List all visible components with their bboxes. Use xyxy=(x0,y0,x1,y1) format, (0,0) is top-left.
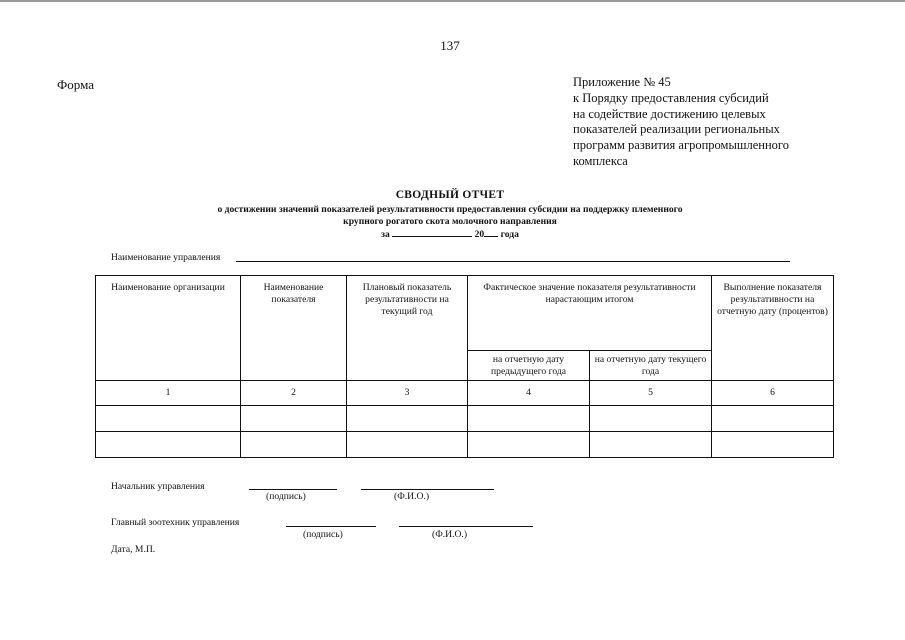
table-row xyxy=(96,432,834,458)
appendix-line: Приложение № 45 xyxy=(573,75,671,89)
table-cell xyxy=(468,406,590,432)
zootech-name-caption: (Ф.И.О.) xyxy=(432,529,468,540)
table-cell xyxy=(96,432,241,458)
appendix-line: на содействие достижению целевых xyxy=(573,106,766,121)
report-table xyxy=(95,275,834,458)
table-row xyxy=(96,406,834,432)
appendix-line: к Порядку предоставления субсидий xyxy=(573,90,769,105)
period-year-blank xyxy=(484,227,498,237)
header-fulfillment: Выполнение показателя результативности на отчетную дату (процентов) xyxy=(712,276,834,381)
zootech-name-line xyxy=(399,526,533,527)
head-signature-label: Начальник управления xyxy=(111,481,205,492)
table-cell xyxy=(347,406,468,432)
report-period xyxy=(150,227,750,241)
report-subtitle xyxy=(150,204,750,241)
column-number: 3 xyxy=(347,381,468,406)
management-blank-line xyxy=(236,261,790,262)
page-number: 137 xyxy=(440,38,460,53)
head-name-caption: (Ф.И.О.) xyxy=(394,491,430,502)
zootech-signature-label: Главный зоотехник управления xyxy=(111,517,240,528)
header-organization: Наименование организации xyxy=(96,276,241,381)
table-cell xyxy=(712,406,834,432)
appendix-block xyxy=(573,75,893,170)
header-planned-indicator: Плановый показатель результативности на текущий год xyxy=(347,276,468,381)
form-label: Форма xyxy=(57,77,94,92)
column-number: 4 xyxy=(468,381,590,406)
header-previous-year: на отчетную дату предыдущего года xyxy=(468,351,590,381)
table-cell xyxy=(712,432,834,458)
appendix-line: показателей реализации региональных xyxy=(573,122,780,137)
table-cell xyxy=(241,406,347,432)
report-title: СВОДНЫЙ ОТЧЕТ xyxy=(395,189,505,201)
table-cell xyxy=(468,432,590,458)
table-cell xyxy=(241,432,347,458)
period-prefix: за xyxy=(381,229,390,241)
scan-top-edge xyxy=(0,0,905,2)
table-cell xyxy=(590,432,712,458)
column-number: 5 xyxy=(590,381,712,406)
table-cell xyxy=(96,406,241,432)
header-current-year: на отчетную дату текущего года xyxy=(590,351,712,381)
appendix-line: комплекса xyxy=(573,153,628,168)
column-number: 6 xyxy=(712,381,834,406)
table-cell xyxy=(347,432,468,458)
head-signature-line xyxy=(249,489,337,490)
period-year-prefix: 20 xyxy=(474,229,485,241)
table-cell xyxy=(590,406,712,432)
header-actual-value: Фактическое значение показателя результативности нарастающим итогом xyxy=(468,276,712,351)
head-name-line xyxy=(361,489,494,490)
column-number: 2 xyxy=(241,381,347,406)
header-indicator-name: Наименование показателя xyxy=(241,276,347,381)
appendix-line: программ развития агропромышленного xyxy=(573,138,789,153)
zootech-signature-line xyxy=(286,526,376,527)
period-date-blank xyxy=(392,227,472,237)
subtitle-line: о достижении значений показателей результативности предоставления субсидии на поддержку племенного xyxy=(217,204,683,215)
column-numbers-row xyxy=(96,381,834,406)
head-signature-caption: (подпись) xyxy=(266,491,306,502)
zootech-signature-caption: (подпись) xyxy=(303,529,343,540)
period-suffix: года xyxy=(500,229,519,241)
subtitle-line: крупного рогатого скота молочного направления xyxy=(343,215,557,227)
column-number: 1 xyxy=(96,381,241,406)
management-label: Наименование управления xyxy=(111,252,221,263)
date-stamp-label: Дата, М.П. xyxy=(111,544,156,555)
